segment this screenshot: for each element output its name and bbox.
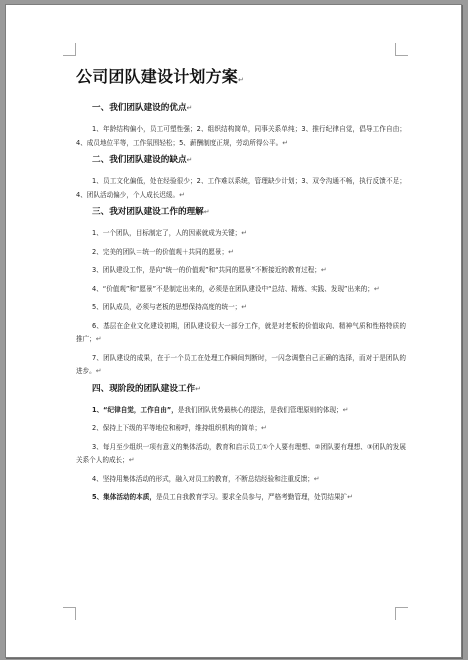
paragraph-text: 3、团队建设工作，是向“统一的价值观”和“共同的愿景”不断接近的教育过程；: [92, 266, 321, 274]
paragraph-mark: ↵: [282, 138, 289, 147]
body-paragraph: [76, 175, 406, 202]
paragraph-mark: ↵: [241, 229, 248, 237]
paragraph-text: 3、每月至少组织一项有意义的集体活动，教育和启示员工①个人要有理想、②团队要有理想、③团队的发展关系个人的成长；: [76, 442, 406, 464]
paragraph-text: 1、员工文化偏低，处在经验很少；2、工作难以系统，管理缺少计划；3、双令沟通不畅，执行反馈不足；4、团队活动偏少，个人成长迟缓。: [76, 177, 406, 199]
crop-mark-bottom-right: [395, 607, 408, 620]
document-page: [5, 4, 462, 658]
paragraph-mark: ↵: [195, 384, 202, 393]
paragraph-text: 2、保持上下级的平等地位和称呼，维持组织机构的简单；: [92, 424, 262, 432]
document-title: 公司团队建设计划方案↵: [76, 67, 245, 86]
body-paragraph: [76, 404, 406, 418]
crop-mark-bottom-left: [63, 607, 76, 620]
paragraph-mark: ↵: [203, 208, 210, 216]
paragraph-text: 1、年龄结构偏小，员工可塑性强；2、组织结构简单，同事关系单纯；3、推行纪律自觉，倡导工作自由；4、成员地位平等，工作氛围轻松；5、薪酬制度正规，劳动所得公平。: [76, 125, 406, 147]
body-paragraph: [76, 227, 406, 241]
paragraph-mark: ↵: [95, 367, 102, 375]
paragraph-mark: ↵: [186, 156, 193, 164]
paragraph-mark: ↵: [347, 493, 354, 501]
paragraph-mark: ↵: [179, 190, 185, 199]
paragraph-mark: ↵: [128, 456, 135, 464]
paragraph-bold-lead: 5、集体活动的本质，: [92, 493, 156, 501]
paragraph-mark: ↵: [241, 303, 248, 311]
paragraph-text: 是我们团队优势最核心的提法，是我们管理原则的体现；: [177, 405, 343, 414]
body-paragraph: [76, 352, 406, 379]
section-heading: [92, 207, 406, 218]
body-paragraph: [76, 320, 406, 347]
paragraph-mark: ↵: [261, 424, 267, 432]
paragraph-mark: ↵: [95, 335, 102, 343]
crop-mark-top-left: [63, 43, 76, 56]
paragraph-mark: ↵: [238, 76, 245, 84]
body-paragraph: [76, 301, 406, 315]
body-paragraph: [76, 246, 406, 260]
body-paragraph: [76, 441, 406, 468]
section-heading-text: 三、我对团队建设工作的理解: [92, 207, 204, 217]
body-paragraph: [76, 491, 406, 505]
document-body[interactable]: [76, 67, 406, 510]
section-heading: [92, 155, 406, 166]
paragraph-mark: ↵: [313, 474, 320, 483]
body-paragraph: [76, 283, 406, 297]
paragraph-bold-lead: 1、“纪律自觉，工作自由”，: [92, 405, 178, 414]
section-heading-text: 四、现阶段的团队建设工作: [92, 383, 196, 394]
paragraph-text: 是员工自我教育学习。要求全员参与，严格考勤管理，处罚结果扩: [155, 493, 348, 501]
paragraph-text: 7、团队建设的成果，在于一个员工在处理工作瞬间判断时，一闪念调整自己正确的选择，而对于是团队的进步。: [76, 353, 406, 375]
section-heading: [92, 384, 406, 395]
body-paragraph: [76, 123, 406, 150]
section-heading-text: 一、我们团队建设的优点: [92, 103, 187, 113]
paragraph-mark: ↵: [342, 405, 349, 414]
paragraph-text: 6、基层在企业文化建设初期，团队建设很大一部分工作，就是对老板的价值取向、精神气质和性格特质的推广；: [76, 321, 406, 343]
paragraph-text: 4、坚持用集体活动的形式，融入对员工的教育，不断总结经验和注重反馈；: [92, 474, 314, 483]
paragraph-text: 2、完美的团队＝统一的价值观＋共同的愿景；: [92, 247, 229, 256]
body-paragraph: [76, 264, 406, 278]
section-heading: [92, 103, 406, 114]
paragraph-mark: ↵: [373, 284, 380, 293]
paragraph-mark: ↵: [320, 266, 327, 274]
paragraph-text: 1、一个团队，目标制定了，人的因素就成为关键；: [92, 229, 242, 237]
paragraph-mark: ↵: [186, 104, 193, 112]
paragraph-mark: ↵: [228, 247, 234, 256]
body-paragraph: [76, 473, 406, 487]
crop-mark-top-right: [395, 43, 408, 56]
paragraph-text: 5、团队成员，必须与老板的思想保持高度的统一；: [92, 303, 242, 311]
section-heading-text: 二、我们团队建设的缺点: [92, 155, 187, 165]
body-paragraph: [76, 422, 406, 436]
paragraph-text: 4、“价值观”和“愿景”不是制定出来的，必须是在团队建设中“总结、精炼、实践、发现”出来的；: [92, 284, 374, 293]
